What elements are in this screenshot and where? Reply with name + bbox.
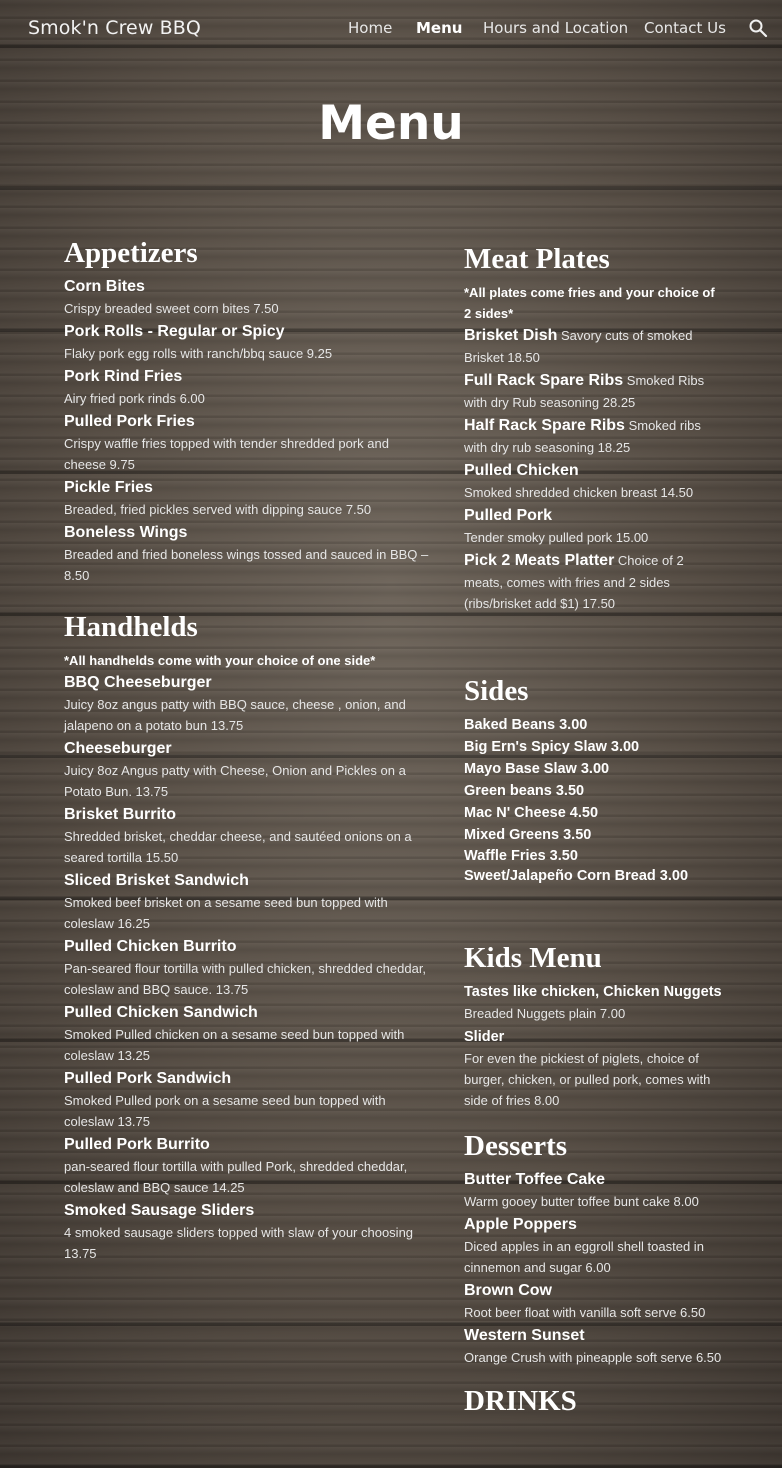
item-name: Pulled Chicken	[464, 462, 579, 479]
item-desc: Orange Crush with pineapple soft serve 6.50	[464, 1350, 722, 1365]
item-name: Sliced Brisket Sandwich	[64, 872, 249, 889]
item-name: Butter Toffee Cake	[464, 1171, 606, 1188]
item-desc: Tender smoky pulled pork 15.00	[464, 530, 649, 545]
item-name: Corn Bites	[64, 278, 145, 295]
item-desc: Pan-seared flour tortilla with pulled chicken, shredded cheddar, coleslaw and BBQ sauce. 13.75	[64, 961, 427, 997]
item-desc: Breaded and fried boneless wings tossed and sauced in BBQ – 8.50	[64, 547, 429, 583]
nav-item-menu[interactable]: Menu	[416, 19, 463, 37]
item-name: Pulled Chicken Burrito	[64, 938, 237, 955]
item-desc: Choice of 2 meats, comes with fries and 2 sides (ribs/brisket add $1) 17.50	[464, 553, 684, 611]
item-desc: Juicy 8oz angus patty with BBQ sauce, cheese , onion, and jalapeno on a potato bun 13.75	[64, 697, 406, 733]
list-item	[64, 477, 430, 520]
item-desc: Flaky pork egg rolls with ranch/bbq sauce 9.25	[64, 346, 333, 361]
item-name: Pulled Pork	[464, 507, 553, 524]
list-item	[464, 1214, 722, 1278]
item-name: Brown Cow	[464, 1282, 552, 1299]
list-item: Waffle Fries 3.50	[464, 848, 578, 864]
list-item	[64, 366, 430, 409]
item-desc: Breaded Nuggets plain 7.00	[464, 1006, 626, 1021]
item-desc: 4 smoked sausage sliders topped with slaw of your choosing 13.75	[64, 1225, 414, 1261]
list-item: Green beans 3.50	[464, 783, 585, 799]
list-item	[464, 370, 722, 413]
section-title-desserts: Desserts	[464, 1130, 568, 1162]
search-icon[interactable]	[748, 18, 768, 38]
list-item: Mac N' Cheese 4.50	[464, 805, 599, 821]
item-name: Pickle Fries	[64, 479, 153, 496]
section-title-drinks: DRINKS	[464, 1385, 577, 1417]
list-item: Baked Beans 3.00	[464, 717, 588, 733]
list-item	[464, 1325, 722, 1368]
item-desc: Savory cuts of smoked Brisket 18.50	[464, 328, 693, 365]
nav-item-hours-and-location[interactable]: Hours and Location	[483, 19, 629, 37]
left-column	[64, 236, 430, 1266]
item-name: Tastes like chicken, Chicken Nuggets	[464, 984, 722, 1000]
item-name: Cheeseburger	[64, 740, 172, 757]
section-note: *All plates come fries and your choice of 2 sides*	[464, 285, 715, 321]
item-name: Pork Rolls - Regular or Spicy	[64, 323, 285, 340]
list-item	[64, 1134, 430, 1198]
list-item	[464, 550, 722, 614]
item-name: Brisket Dish	[464, 327, 558, 344]
list-item	[464, 981, 722, 1024]
list-item: Sweet/Jalapeño Corn Bread 3.00	[464, 868, 689, 884]
item-name: Pick 2 Meats Platter	[464, 552, 615, 569]
list-item: Big Ern's Spicy Slaw 3.00	[464, 739, 640, 755]
item-name: Full Rack Spare Ribs	[464, 372, 624, 389]
item-name: Pulled Pork Sandwich	[64, 1070, 232, 1087]
section-title-sides: Sides	[464, 675, 529, 707]
list-item	[64, 870, 430, 934]
item-name: Smoked Sausage Sliders	[64, 1202, 255, 1219]
site-title[interactable]: Smok'n Crew BBQ	[28, 17, 201, 39]
item-name: Slider	[464, 1029, 505, 1045]
item-desc: Smoked Ribs with dry Rub seasoning 28.25	[464, 373, 705, 410]
section-title-handhelds: Handhelds	[64, 611, 198, 643]
list-item	[464, 1280, 722, 1323]
item-desc: Warm gooey butter toffee bunt cake 8.00	[464, 1194, 699, 1209]
item-name: BBQ Cheeseburger	[64, 674, 212, 691]
item-desc: Smoked beef brisket on a sesame seed bun topped with coleslaw 16.25	[64, 895, 388, 931]
list-item	[464, 1169, 722, 1212]
item-desc: Diced apples in an eggroll shell toasted in cinnemon and sugar 6.00	[464, 1239, 704, 1275]
item-name: Pork Rind Fries	[64, 368, 183, 385]
item-name: Boneless Wings	[64, 524, 188, 541]
item-desc: Crispy waffle fries topped with tender shredded pork and cheese 9.75	[64, 436, 389, 472]
section-note: *All handhelds come with your choice of one side*	[64, 653, 376, 668]
nav-item-contact-us[interactable]: Contact Us	[644, 19, 726, 37]
list-item	[464, 460, 722, 503]
item-name: Western Sunset	[464, 1327, 585, 1344]
site-header	[0, 0, 782, 56]
item-desc: Shredded brisket, cheddar cheese, and sautéed onions on a seared tortilla 15.50	[64, 829, 412, 865]
list-item	[464, 505, 722, 548]
list-item	[64, 411, 430, 475]
item-name: Pulled Pork Fries	[64, 413, 195, 430]
item-desc: Smoked Pulled chicken on a sesame seed bun topped with coleslaw 13.25	[64, 1027, 405, 1063]
item-desc: For even the pickiest of piglets, choice of burger, chicken, or pulled pork, comes with side of fries 8.00	[464, 1051, 711, 1108]
main-nav	[0, 19, 782, 43]
list-item	[64, 738, 430, 802]
item-desc: Juicy 8oz Angus patty with Cheese, Onion and Pickles on a Potato Bun. 13.75	[64, 763, 406, 799]
item-name: Half Rack Spare Ribs	[464, 417, 625, 434]
list-item	[64, 1200, 430, 1264]
item-desc: Smoked ribs with dry rub seasoning 18.25	[464, 418, 701, 455]
list-item	[64, 276, 430, 319]
list-item	[464, 1026, 722, 1111]
nav-item-home[interactable]: Home	[348, 19, 393, 37]
item-desc: Airy fried pork rinds 6.00	[64, 391, 205, 406]
item-name: Pulled Pork Burrito	[64, 1136, 210, 1153]
item-desc: Smoked Pulled pork on a sesame seed bun topped with coleslaw 13.75	[64, 1093, 386, 1129]
page-title: Menu	[318, 96, 464, 151]
list-item	[464, 325, 722, 368]
item-name: Pulled Chicken Sandwich	[64, 1004, 258, 1021]
item-name: Apple Poppers	[464, 1216, 577, 1233]
section-title-kids-menu: Kids Menu	[464, 942, 602, 974]
item-desc: pan-seared flour tortilla with pulled Pork, shredded cheddar, coleslaw and BBQ sauce 14.25	[64, 1159, 408, 1195]
list-item	[64, 936, 430, 1000]
item-desc: Smoked shredded chicken breast 14.50	[464, 485, 694, 500]
item-desc: Root beer float with vanilla soft serve 6.50	[464, 1305, 706, 1320]
item-desc: Crispy breaded sweet corn bites 7.50	[64, 301, 279, 316]
section-title-appetizers: Appetizers	[64, 237, 198, 269]
list-item	[64, 1002, 430, 1066]
list-item: Mayo Base Slaw 3.00	[464, 761, 610, 777]
list-item	[64, 804, 430, 868]
section-title-meat-plates: Meat Plates	[464, 243, 610, 275]
right-column	[464, 242, 722, 1424]
item-desc: Breaded, fried pickles served with dipping sauce 7.50	[64, 502, 372, 517]
list-item	[64, 522, 430, 586]
list-item	[464, 415, 722, 458]
list-item	[64, 672, 430, 736]
list-item: Mixed Greens 3.50	[464, 827, 592, 843]
list-item	[64, 321, 430, 364]
item-name: Brisket Burrito	[64, 806, 177, 823]
list-item	[64, 1068, 430, 1132]
